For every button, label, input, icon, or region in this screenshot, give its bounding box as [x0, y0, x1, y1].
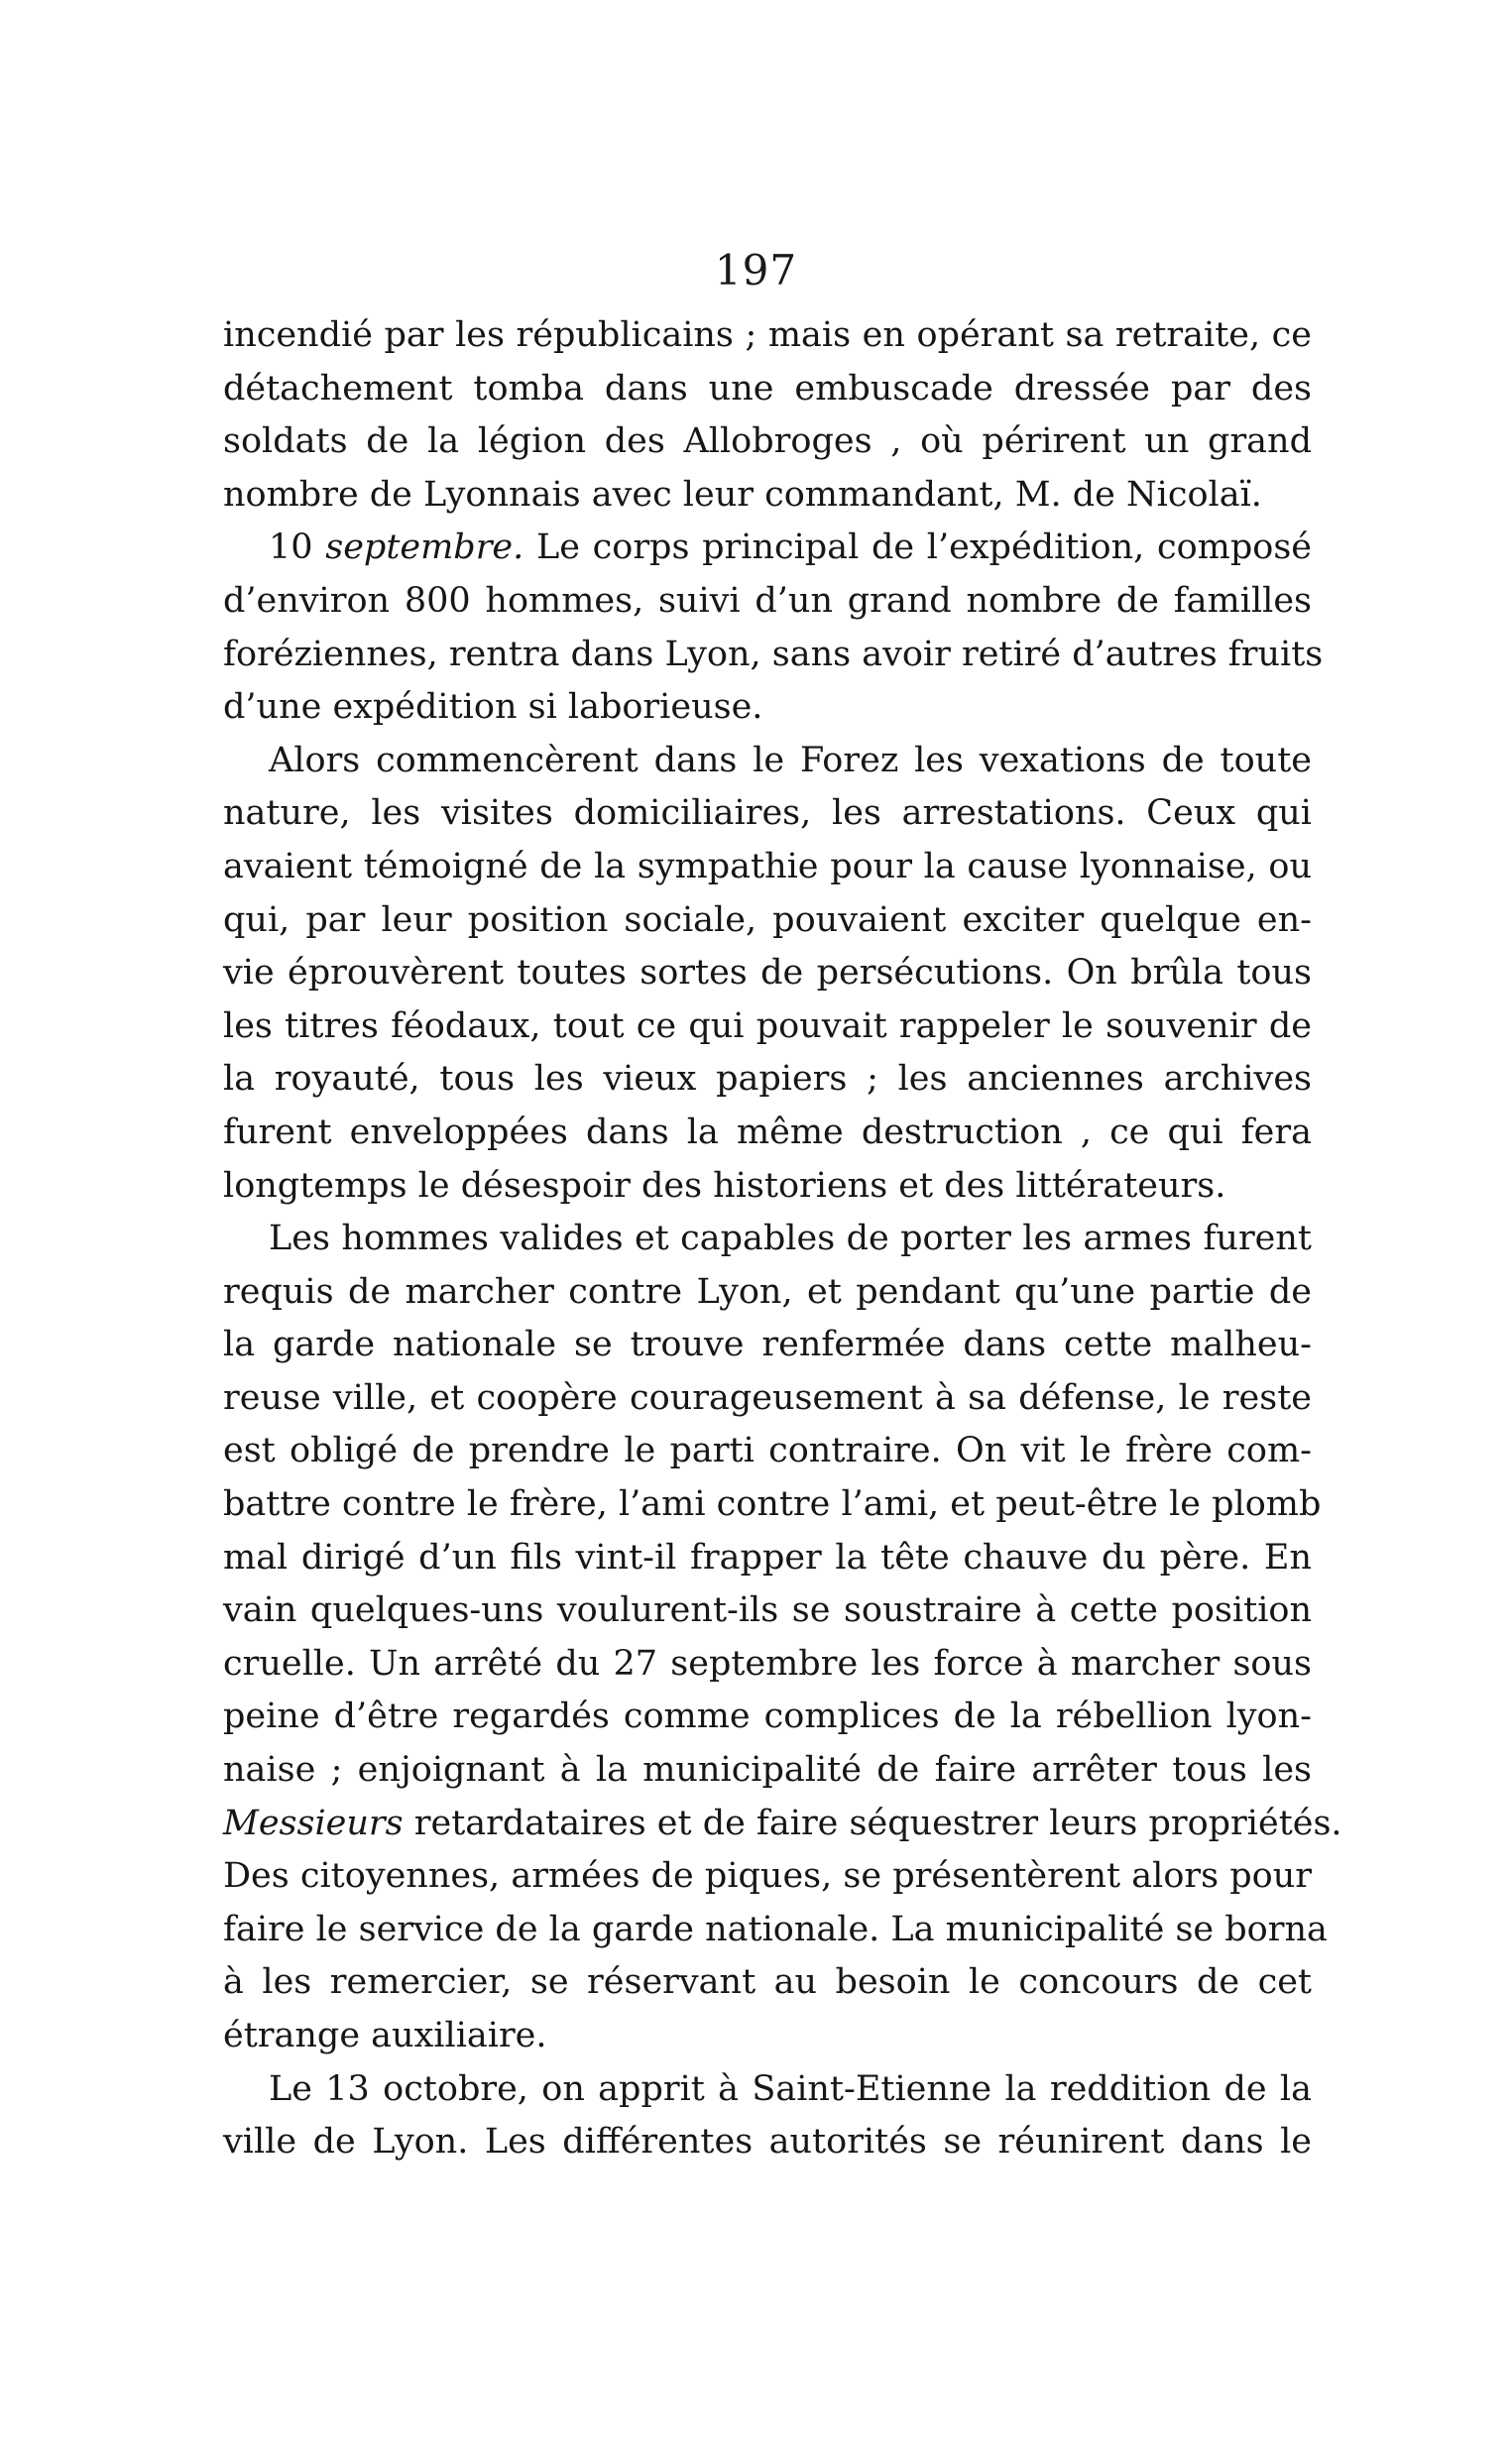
text-line: Les hommes valides et capables de porter les armes furent	[269, 1219, 1312, 1259]
text-line: reuse ville, et coopère courageusement à sa défense, le reste	[223, 1377, 1312, 1418]
text-line: est obligé de prendre le parti contraire. On vit le frère com-	[223, 1431, 1312, 1471]
page-number: 197	[714, 246, 798, 294]
text-line: naise ; enjoignant à la municipalité de faire arrêter tous les	[223, 1750, 1312, 1791]
text-line: Le 13 octobre, on apprit à Saint-Etienne la reddition de la	[269, 2068, 1312, 2109]
text-line: d’une expédition si laborieuse.	[223, 687, 763, 728]
body-text	[223, 309, 1342, 2169]
text-line: qui, par leur position sociale, pouvaient exciter quelque en-	[223, 899, 1312, 940]
text-line: la garde nationale se trouve renfermée dans cette malheu-	[223, 1325, 1312, 1365]
text-line: faire le service de la garde nationale. La municipalité se borna	[223, 1909, 1328, 1949]
italic-text: Messieurs	[223, 1803, 404, 1843]
text-line: peine d’être regardés comme complices de la rébellion lyon-	[223, 1697, 1312, 1737]
text-line: Messieurs retardataires et de faire séquestrer leurs propriétés.	[223, 1803, 1342, 1843]
text-line: ville de Lyon. Les différentes autorités se réunirent dans le	[223, 2122, 1312, 2163]
text-line: avaient témoigné de la sympathie pour la cause lyonnaise, ou	[223, 846, 1312, 886]
text-line: foréziennes, rentra dans Lyon, sans avoir retiré d’autres fruits	[223, 634, 1324, 674]
italic-text: septembre.	[325, 527, 524, 568]
text-line: étrange auxiliaire.	[223, 2016, 547, 2055]
text-line: mal dirigé d’un fils vint-il frapper la tête chauve du père. En	[223, 1537, 1312, 1578]
text-line: cruelle. Un arrêté du 27 septembre les force à marcher sous	[223, 1643, 1312, 1684]
text-line: vain quelques-uns voulurent-ils se soustraire à cette position	[223, 1590, 1312, 1631]
text-line: les titres féodaux, tout ce qui pouvait rappeler le souvenir de	[223, 1005, 1312, 1046]
text-line: la royauté, tous les vieux papiers ; les anciennes archives	[223, 1059, 1312, 1100]
text-line: battre contre le frère, l’ami contre l’ami, et peut-être le plomb	[223, 1484, 1322, 1525]
text-line: longtemps le désespoir des historiens et des littérateurs.	[223, 1165, 1226, 1206]
text-line: soldats de la légion des Allobroges , où périrent un grand	[223, 421, 1312, 462]
text-line: furent enveloppées dans la même destruction , ce qui fera	[223, 1112, 1312, 1152]
text-line: d’environ 800 hommes, suivi d’un grand nombre de familles	[223, 580, 1312, 621]
text-line: 10 septembre. Le corps principal de l’expédition, composé	[269, 527, 1312, 568]
text-line: Des citoyennes, armées de piques, se présentèrent alors pour	[223, 1856, 1312, 1897]
text-line: nombre de Lyonnais avec leur commandant, M. de Nicolaï.	[223, 474, 1262, 515]
text-line: nature, les visites domiciliaires, les arrestations. Ceux qui	[223, 793, 1312, 834]
text-line: incendié par les républicains ; mais en opérant sa retraite, ce	[223, 315, 1312, 355]
text-line: requis de marcher contre Lyon, et pendant qu’une partie de	[223, 1271, 1312, 1312]
text-line: Alors commencèrent dans le Forez les vexations de toute	[269, 740, 1312, 780]
text-line: détachement tomba dans une embuscade dressée par des	[223, 368, 1312, 409]
text-line: vie éprouvèrent toutes sortes de persécutions. On brûla tous	[223, 953, 1312, 994]
text-line: à les remercier, se réservant au besoin le concours de cet	[223, 1962, 1312, 2003]
